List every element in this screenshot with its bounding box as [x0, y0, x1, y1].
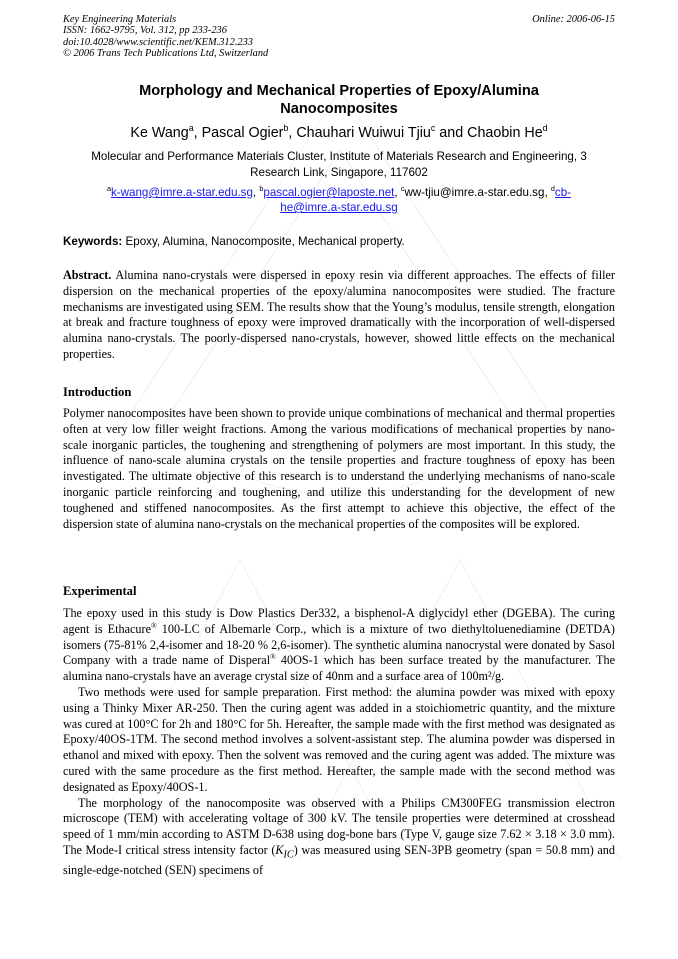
author-mark: a [188, 123, 194, 134]
author-mark: b [283, 123, 289, 134]
paragraph-text: ) was measured using SEN-3PB geometry (span = 50.8 mm) and single-edge-notched (SEN) specimens of [63, 842, 615, 878]
author-mark: c [430, 123, 436, 134]
email-mark: d [550, 184, 555, 194]
paragraph-text: The epoxy used in this study is Dow Plastics Der332, a bisphenol-A diglycidyl ether (DGEBA). The curing agent is Ethacure [63, 606, 615, 636]
affiliation: Molecular and Performance Materials Cluster, Institute of Materials Research and Engineering, 3 Research Link, Singapore, 117602 [91, 150, 587, 179]
paragraph-text: 40OS-1 which has been surface treated by the manufacturer. The alumina nano-crystals have an average crystal size of 40nm and a surface area of 100m²/g. [63, 653, 615, 684]
keywords-label: Keywords: [63, 235, 123, 248]
paragraph-text: The morphology of the nanocomposite was observed with a Philips CM300FEG transmission electron microscope (TEM) with accelerating voltage of 300 kV. The tensile properties were determined at crosshead speed of 1 mm/min according to ASTM D-638 using dog-bone bars (Type V, gauge size 7.62 × 3.18 × 3.0 mm). The Mode-I critical stress intensity factor ( [63, 795, 615, 857]
experimental-heading: Experimental [63, 584, 137, 598]
experimental-paragraph-1 [63, 606, 615, 685]
email-mark: b [259, 184, 264, 194]
abstract-text: Alumina nano-crystals were dispersed in epoxy resin via different approaches. The effects of filler dispersion on the mechanical properties of the epoxy/alumina nanocomposites were studied. The fracture mechanisms are investigated using SEM. The results show that the Young’s modulus, tensile strength, elongation at break and fracture toughness of epoxy were improved dramatically with the incorporation of well-dispersed alumina nano-crystals. The poorly-dispersed nano-crystals, however, showed little effects on the mechanical properties. [63, 268, 615, 361]
abstract [63, 268, 615, 363]
email-separator: , [544, 186, 551, 199]
kic-subscript: IC [283, 849, 294, 861]
email-separator: , [394, 186, 401, 199]
copyright-line: © 2006 Trans Tech Publications Ltd, Switzerland [63, 47, 269, 59]
experimental-paragraph-2: Two methods were used for sample preparation. First method: the alumina powder was mixed with epoxy using a Thinky Mixer AR-250. Then the curing agent was added in a stoichiometric quantity, and the mixture was cured at 100°C for 2h and 180°C for 5h. Hereafter, the sample made with the first method was designated as Epoxy/40OS-1TM. The second method involves a solvent-assistant step. The alumina powder was dispersed in ethanol and mixed with epoxy. Then the solvent was removed and the curing agent was added. The mixture was cured with the same procedure as the first method. Hereafter, the sample made with the second method was designated as Epoxy/40OS-1. [63, 684, 615, 794]
doi-line: doi:10.4028/www.scientific.net/KEM.312.233 [63, 36, 253, 48]
email-separator: , [252, 186, 260, 199]
journal-name: Key Engineering Materials [63, 14, 177, 25]
email-list [80, 185, 598, 215]
introduction-heading: Introduction [63, 385, 132, 399]
kic-symbol: K [275, 842, 284, 857]
email-link-b[interactable]: pascal.ogier@laposte.net [263, 186, 395, 199]
abstract-label: Abstract. [63, 268, 112, 282]
author-separator: and [435, 125, 468, 141]
author-name: Ke Wang [130, 125, 189, 141]
author-mark: d [542, 123, 548, 134]
email-link-d[interactable]: cb-he@imre.a-star.edu.sg [280, 186, 571, 214]
registered-mark: ® [150, 620, 157, 630]
author-separator: , [288, 125, 297, 141]
keywords [63, 234, 615, 249]
issn-line: ISSN: 1662-9795, Vol. 312, pp 233-236 [63, 25, 227, 37]
experimental-section [63, 606, 615, 879]
email-mark: a [106, 184, 111, 194]
online-date: Online: 2006-06-15 [532, 14, 615, 25]
journal-header [63, 14, 615, 59]
email-link-a[interactable]: k-wang@imre.a-star.edu.sg [110, 186, 253, 199]
author-name: Chauhari Wuiwui Tjiu [296, 125, 431, 141]
introduction-text: Polymer nanocomposites have been shown to provide unique combinations of mechanical and thermal properties often at very low filler weight fractions. Among the various modifications of mechanical properties by nano-scale inorganic particles, the toughening and strengthening of polymers are most important. In this study, the influence of nano-scale alumina crystals on the tensile properties and fracture toughness of epoxy has been investigated. The ultimate objective of this research is to understand the underlying mechanisms of nano-scale inorganic particle reinforcing and toughening, and utilize this understanding for the development of new toughened and stiffened nanocomposites. As the first attempt to achieve this objective, the effect of the dispersion state of alumina nano-crystals on the mechanical properties of the composites will be explored. [63, 406, 616, 531]
author-name: Chaobin He [467, 125, 543, 141]
author-list [40, 124, 638, 142]
registered-mark: ® [270, 652, 276, 662]
author-name: Pascal Ogier [201, 125, 284, 141]
email-mark: c [400, 184, 405, 194]
email-text-c: ww-tjiu@imre.a-star.edu.sg [404, 186, 545, 199]
paragraph-text: 100-LC of Albemarle Corp., which is a mixture of two diethyltoluenediamine (DETDA) isomers (75-81% 2,4-isomer and 18-20 % 2,6-isomer). The synthetic alumina nanocrystal were donated by Sasol Company with a trade name of Disperal [63, 621, 615, 668]
author-separator: , [193, 125, 202, 141]
paper-title: Morphology and Mechanical Properties of Epoxy/Alumina Nanocomposites [139, 83, 539, 117]
keywords-text: Epoxy, Alumina, Nanocomposite, Mechanical property. [125, 235, 405, 248]
experimental-paragraph-3 [63, 796, 615, 879]
